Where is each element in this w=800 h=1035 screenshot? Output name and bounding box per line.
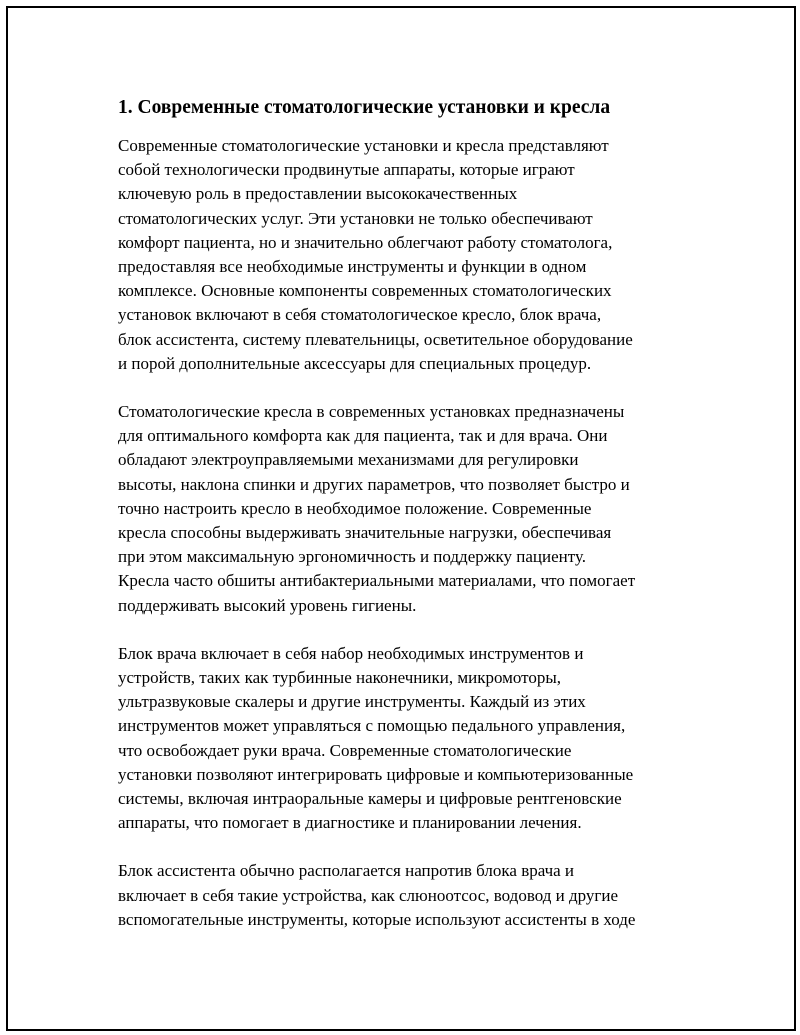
text-line: при этом максимальную эргономичность и поддержку пациенту. [118, 547, 586, 567]
text-line: собой технологически продвинутые аппараты, которые играют [118, 160, 575, 180]
text-line: кресла способны выдерживать значительные нагрузки, обеспечивая [118, 523, 612, 543]
text-line: установок включают в себя стоматологическое кресло, блок врача, [118, 305, 602, 325]
text-line: что освобождает руки врача. Современные стоматологические [118, 740, 572, 760]
text-line: стоматологических услуг. Эти установки не только обеспечивают [118, 208, 593, 228]
text-line: аппараты, что помогает в диагностике и планировании лечения. [118, 813, 582, 833]
paragraph-4 [118, 859, 688, 932]
text-line: ключевую роль в предоставлении высококачественных [118, 184, 518, 204]
paragraph-1 [118, 134, 688, 376]
text-line: Современные стоматологические установки и кресла представляют [118, 136, 609, 155]
text-line: вспомогательные инструменты, которые используют ассистенты в ходе [118, 909, 636, 929]
text-line: ультразвуковые скалеры и другие инструменты. Каждый из этих [118, 692, 586, 712]
text-line: для оптимального комфорта как для пациента, так и для врача. Они [118, 426, 608, 446]
text-line: инструментов может управляться с помощью педального управления, [118, 716, 626, 736]
text-line: устройств, таких как турбинные наконечники, микромоторы, [118, 668, 562, 688]
text-line: Стоматологические кресла в современных установках предназначены [118, 402, 625, 422]
section-heading: 1. Современные стоматологические установки и кресла [118, 97, 611, 118]
text-line: высоты, наклона спинки и других параметров, что позволяет быстро и [118, 474, 630, 494]
paragraph-2 [118, 400, 688, 618]
paragraph-3 [118, 642, 688, 836]
text-line: системы, включая интраоральные камеры и цифровые рентгеновские [118, 789, 622, 809]
text-line: блок ассистента, систему плевательницы, осветительное оборудование [118, 329, 633, 349]
text-line: предоставляя все необходимые инструменты и функции в одном [118, 257, 587, 277]
text-line: комфорт пациента, но и значительно облегчают работу стоматолога, [118, 232, 613, 252]
text-line: обладают электроуправляемыми механизмами для регулировки [118, 450, 579, 470]
text-line: включает в себя такие устройства, как слюноотсос, водовод и другие [118, 885, 619, 905]
text-line: Блок врача включает в себя набор необходимых инструментов и [118, 643, 584, 663]
text-line: точно настроить кресло в необходимое положение. Современные [118, 498, 592, 518]
text-line: Кресла часто обшиты антибактериальными материалами, что помогает [118, 571, 636, 591]
text-line: установки позволяют интегрировать цифровые и компьютеризованные [118, 764, 634, 784]
text-line: Блок ассистента обычно располагается напротив блока врача и [118, 861, 575, 881]
text-line: комплексе. Основные компоненты современных стоматологических [118, 281, 612, 301]
text-line: и порой дополнительные аксессуары для специальных процедур. [118, 353, 592, 373]
document-body [118, 94, 688, 956]
text-line: поддерживать высокий уровень гигиены. [118, 595, 417, 615]
